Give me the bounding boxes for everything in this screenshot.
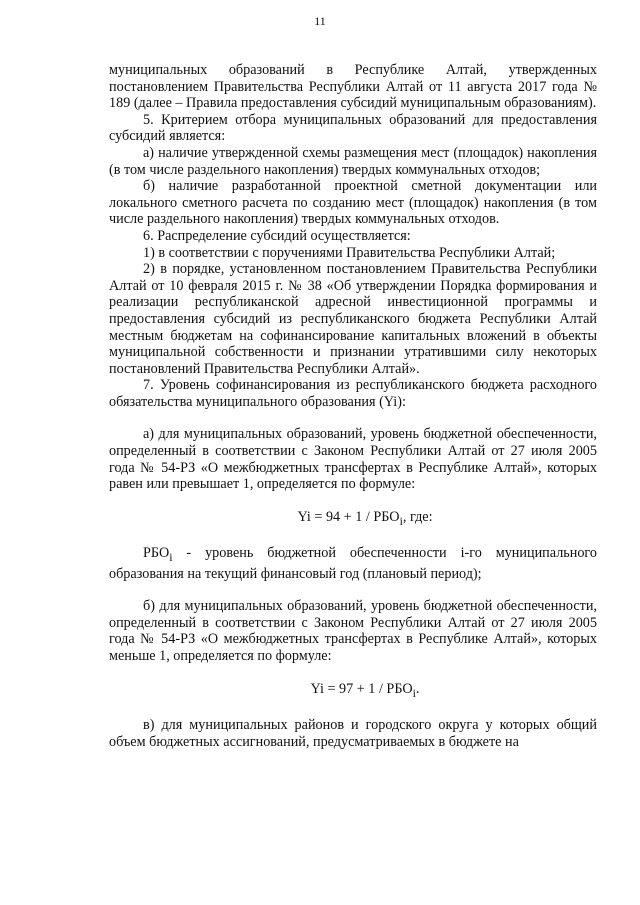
paragraph-criteria-a: а) наличие утвержденной схемы размещения мест (площадок) накопления (в том числе раздельного накопления) твердых коммунальных отходов; bbox=[109, 144, 597, 178]
formula-2-subscript: i bbox=[412, 685, 416, 700]
rbo-subscript: i bbox=[169, 550, 173, 565]
page-number: 11 bbox=[314, 14, 326, 28]
formula-2-main: Yi = 97 + 1 / РБО bbox=[310, 680, 413, 697]
formula-1 bbox=[109, 509, 597, 529]
formula-1-main: Yi = 94 + 1 / РБО bbox=[297, 508, 400, 525]
paragraph-distribution-2: 2) в порядке, установленном постановлением Правительства Республики Алтай от 10 февраля 2015 г. № 38 «Об утверждении Порядка формирования и реализации республиканской адресной инвестиционной программы и предоставления субсидий из республиканского бюджета Республики Алтай местным бюджетам на софинансирование капитальных вложений в объекты муниципальной собственности и признании утратившими силу некоторых постановлений Правительства Республики Алтай». bbox=[109, 261, 597, 377]
paragraph-cofinancing-b: б) для муниципальных образований, уровень бюджетной обеспеченности, определенный в соответствии с Законом Республики Алтай от 27 июля 2005 года № 54-РЗ «О межбюджетных трансфертах в Республике Алтай», которых меньше 1, определяется по формуле: bbox=[109, 598, 597, 665]
paragraph-cofinancing-c: в) для муниципальных районов и городского округа у которых общий объем бюджетных ассигнований, предусматриваемых в бюджете на bbox=[109, 717, 597, 750]
paragraph-criteria: 5. Критерием отбора муниципальных образований для предоставления субсидий является: bbox=[109, 111, 597, 145]
formula-1-subscript: i bbox=[399, 513, 403, 528]
rbo-term: РБО bbox=[143, 545, 170, 562]
paragraph-1: муниципальных образований в Республике Алтай, утвержденных постановлением Правительства Республики Алтай от 11 августа 2017 года № 189 (далее – Правила предоставления субсидий муниципальным образованиям). bbox=[109, 62, 597, 112]
formula-1-tail: , где: bbox=[402, 508, 433, 525]
paragraph-distribution: 6. Распределение субсидий осуществляется: bbox=[143, 227, 411, 244]
rbo-definition-text: - уровень бюджетной обеспеченности i-го муниципального образования на текущий финансовый год (плановый период); bbox=[109, 545, 597, 582]
document-body bbox=[109, 62, 597, 750]
paragraph-distribution-1: 1) в соответствии с поручениями Правительства Республики Алтай; bbox=[143, 244, 556, 261]
paragraph-cofinancing-a: а) для муниципальных образований, уровень бюджетной обеспеченности, определенный в соответствии с Законом Республики Алтай от 27 июля 2005 года № 54-РЗ «О межбюджетных трансфертах в Республике Алтай», которых равен или превышает 1, определяется по формуле: bbox=[109, 426, 597, 493]
formula-2-tail: . bbox=[415, 680, 420, 697]
formula-2 bbox=[109, 681, 597, 701]
paragraph-criteria-b: б) наличие разработанной проектной сметной документации или локального сметного расчета по созданию мест (площадок) накопления (в том числе раздельного накопления) твердых коммунальных отходов. bbox=[109, 178, 597, 228]
paragraph-rbo-definition bbox=[109, 545, 597, 582]
paragraph-cofinancing: 7. Уровень софинансирования из республиканского бюджета расходного обязательства муниципального образования (Yi): bbox=[109, 377, 597, 410]
